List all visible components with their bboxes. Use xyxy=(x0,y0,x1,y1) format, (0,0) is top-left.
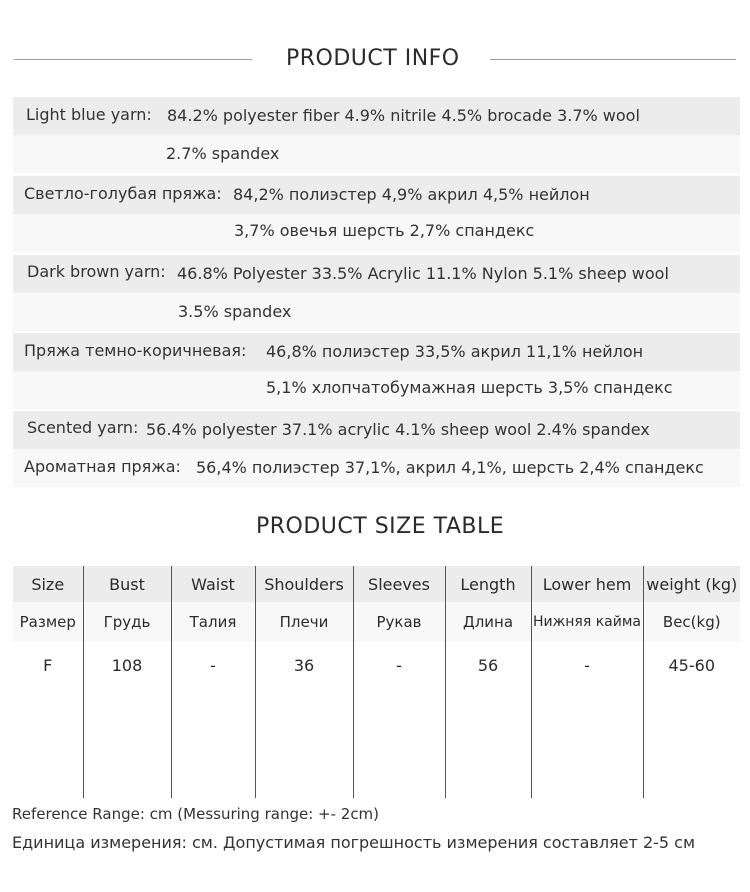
info-composition: 46.8% Polyester 33.5% Acrylic 11.1% Nylon 5.1% sheep wool xyxy=(177,264,669,283)
cell-weight: 45-60 xyxy=(643,642,740,798)
info-band xyxy=(13,135,740,173)
cell-shoulders: 36 xyxy=(255,642,353,798)
col-header-waist-ru: Талия xyxy=(171,602,255,642)
size-table-header-ru xyxy=(13,602,740,642)
info-label: Пряжа темно-коричневая: xyxy=(24,341,247,360)
info-composition: 84.2% polyester fiber 4.9% nitrile 4.5% brocade 3.7% wool xyxy=(167,106,640,125)
info-band xyxy=(13,293,740,331)
reference-note-ru: Единица измерения: см. Допустимая погрешность измерения составляет 2-5 см xyxy=(12,833,696,852)
info-composition: 56.4% polyester 37.1% acrylic 4.1% sheep wool 2.4% spandex xyxy=(146,420,650,439)
col-header-lower-hem: Lower hem xyxy=(531,566,643,602)
info-composition: 84,2% полиэстер 4,9% акрил 4,5% нейлон xyxy=(233,185,590,204)
col-header-shoulders-ru: Плечи xyxy=(255,602,353,642)
size-table xyxy=(13,566,740,798)
info-composition-cont: 3.5% spandex xyxy=(178,302,292,321)
col-header-shoulders: Shoulders xyxy=(255,566,353,602)
col-header-length-ru: Длина xyxy=(445,602,531,642)
cell-lower-hem: - xyxy=(531,642,643,798)
product-info-title: PRODUCT INFO xyxy=(286,46,460,71)
col-header-sleeves: Sleeves xyxy=(353,566,445,602)
cell-length: 56 xyxy=(445,642,531,798)
size-table-title: PRODUCT SIZE TABLE xyxy=(256,514,505,539)
size-table-header-en xyxy=(13,566,740,602)
col-header-bust-ru: Грудь xyxy=(83,602,171,642)
col-header-size-ru: Размер xyxy=(13,602,83,642)
cell-bust: 108 xyxy=(83,642,171,798)
info-label: Светло-голубая пряжа: xyxy=(24,184,222,203)
info-composition-cont: 2.7% spandex xyxy=(166,144,280,163)
info-label: Ароматная пряжа: xyxy=(24,457,181,476)
info-composition-cont: 5,1% хлопчатобумажная шерсть 3,5% спандекс xyxy=(266,378,673,397)
col-header-weight-ru: Вес(kg) xyxy=(643,602,740,642)
col-header-weight: weight (kg) xyxy=(643,566,740,602)
cell-sleeves: - xyxy=(353,642,445,798)
col-header-size: Size xyxy=(13,566,83,602)
title-divider-right xyxy=(490,59,736,60)
info-composition: 46,8% полиэстер 33,5% акрил 11,1% нейлон xyxy=(266,342,644,361)
info-composition: 56,4% полиэстер 37,1%, акрил 4,1%, шерсть 2,4% спандекс xyxy=(196,458,704,477)
cell-size: F xyxy=(13,642,83,798)
info-composition-cont: 3,7% овечья шерсть 2,7% спандекс xyxy=(234,221,535,240)
info-label: Scented yarn: xyxy=(27,418,139,437)
col-header-waist: Waist xyxy=(171,566,255,602)
info-label: Dark brown yarn: xyxy=(27,262,166,281)
info-label: Light blue yarn: xyxy=(26,105,152,124)
col-header-length: Length xyxy=(445,566,531,602)
cell-waist: - xyxy=(171,642,255,798)
table-row xyxy=(13,642,740,798)
reference-note: Reference Range: cm (Messuring range: +- 2cm) xyxy=(12,805,380,823)
col-header-sleeves-ru: Рукав xyxy=(353,602,445,642)
col-header-lower-hem-ru: Нижняя кайма xyxy=(531,602,643,642)
title-divider-left xyxy=(14,59,252,60)
col-header-bust: Bust xyxy=(83,566,171,602)
